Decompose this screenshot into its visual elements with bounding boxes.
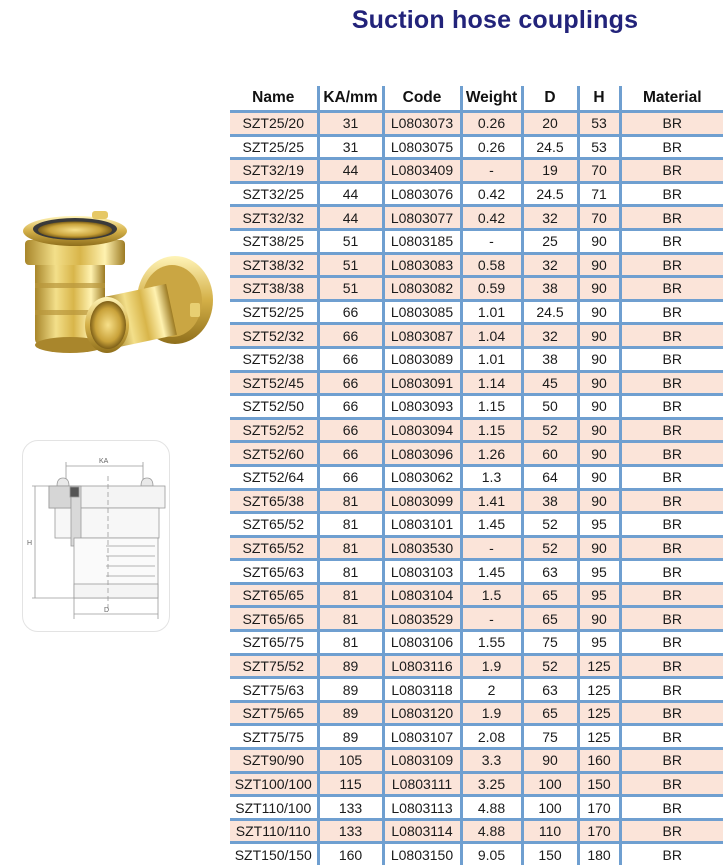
table-row bbox=[230, 489, 723, 513]
cell-d: 52 bbox=[522, 418, 578, 442]
cell-name: SZT65/75 bbox=[230, 631, 318, 655]
table-row bbox=[230, 347, 723, 371]
cell-ka: 44 bbox=[318, 182, 383, 206]
cell-ka: 115 bbox=[318, 772, 383, 796]
table-row bbox=[230, 324, 723, 348]
cell-weight: 1.01 bbox=[461, 347, 522, 371]
cell-name: SZT65/65 bbox=[230, 607, 318, 631]
cell-ka: 133 bbox=[318, 819, 383, 843]
cell-d: 38 bbox=[522, 277, 578, 301]
cell-material: BR bbox=[620, 182, 723, 206]
cell-code: L0803530 bbox=[383, 536, 461, 560]
table-body bbox=[230, 112, 723, 865]
cell-h: 170 bbox=[578, 796, 620, 820]
cell-h: 90 bbox=[578, 347, 620, 371]
cell-h: 90 bbox=[578, 607, 620, 631]
cell-weight: - bbox=[461, 229, 522, 253]
cell-weight: 1.01 bbox=[461, 300, 522, 324]
cell-ka: 66 bbox=[318, 442, 383, 466]
cell-weight: 1.26 bbox=[461, 442, 522, 466]
technical-diagram bbox=[22, 440, 170, 632]
table-row bbox=[230, 159, 723, 183]
cell-ka: 81 bbox=[318, 513, 383, 537]
table-row bbox=[230, 607, 723, 631]
cell-weight: 1.04 bbox=[461, 324, 522, 348]
cell-d: 52 bbox=[522, 536, 578, 560]
cell-name: SZT25/25 bbox=[230, 135, 318, 159]
cell-name: SZT75/75 bbox=[230, 725, 318, 749]
cell-material: BR bbox=[620, 819, 723, 843]
diagram-label-d: D bbox=[104, 607, 109, 614]
cell-weight: 0.58 bbox=[461, 253, 522, 277]
cell-d: 25 bbox=[522, 229, 578, 253]
cell-weight: 0.42 bbox=[461, 206, 522, 230]
cell-h: 95 bbox=[578, 631, 620, 655]
cell-ka: 81 bbox=[318, 607, 383, 631]
diagram-label-h: H bbox=[27, 540, 32, 547]
cell-weight: 0.26 bbox=[461, 112, 522, 136]
cell-ka: 44 bbox=[318, 206, 383, 230]
cell-h: 90 bbox=[578, 371, 620, 395]
cell-material: BR bbox=[620, 418, 723, 442]
cell-d: 63 bbox=[522, 678, 578, 702]
product-photo bbox=[0, 195, 230, 395]
cell-d: 20 bbox=[522, 112, 578, 136]
cell-d: 52 bbox=[522, 513, 578, 537]
cell-d: 100 bbox=[522, 772, 578, 796]
cell-ka: 51 bbox=[318, 229, 383, 253]
cell-h: 53 bbox=[578, 112, 620, 136]
cell-code: L0803075 bbox=[383, 135, 461, 159]
cell-h: 90 bbox=[578, 418, 620, 442]
cell-name: SZT75/52 bbox=[230, 654, 318, 678]
cell-weight: 4.88 bbox=[461, 796, 522, 820]
cell-code: L0803111 bbox=[383, 772, 461, 796]
cell-weight: 1.15 bbox=[461, 395, 522, 419]
cell-ka: 105 bbox=[318, 749, 383, 773]
table-row bbox=[230, 135, 723, 159]
cell-d: 100 bbox=[522, 796, 578, 820]
column-header-ka: KA/mm bbox=[318, 86, 383, 112]
cell-ka: 81 bbox=[318, 489, 383, 513]
cell-material: BR bbox=[620, 465, 723, 489]
cell-material: BR bbox=[620, 843, 723, 865]
cell-material: BR bbox=[620, 796, 723, 820]
cell-ka: 66 bbox=[318, 324, 383, 348]
cell-h: 53 bbox=[578, 135, 620, 159]
cell-d: 52 bbox=[522, 654, 578, 678]
table-row bbox=[230, 725, 723, 749]
cell-code: L0803109 bbox=[383, 749, 461, 773]
cell-material: BR bbox=[620, 229, 723, 253]
cell-weight: 1.9 bbox=[461, 701, 522, 725]
table-row bbox=[230, 206, 723, 230]
cell-d: 64 bbox=[522, 465, 578, 489]
cell-ka: 81 bbox=[318, 560, 383, 584]
cell-h: 125 bbox=[578, 654, 620, 678]
cell-h: 95 bbox=[578, 583, 620, 607]
cell-material: BR bbox=[620, 371, 723, 395]
cell-material: BR bbox=[620, 560, 723, 584]
cell-code: L0803529 bbox=[383, 607, 461, 631]
column-header-h: H bbox=[578, 86, 620, 112]
cell-code: L0803116 bbox=[383, 654, 461, 678]
cell-weight: 2.08 bbox=[461, 725, 522, 749]
cell-name: SZT52/45 bbox=[230, 371, 318, 395]
cell-name: SZT32/19 bbox=[230, 159, 318, 183]
cell-h: 125 bbox=[578, 701, 620, 725]
cell-h: 125 bbox=[578, 678, 620, 702]
cell-name: SZT65/52 bbox=[230, 513, 318, 537]
spec-table bbox=[230, 86, 723, 865]
cell-d: 110 bbox=[522, 819, 578, 843]
column-header-d: D bbox=[522, 86, 578, 112]
cell-weight: 1.9 bbox=[461, 654, 522, 678]
cell-d: 32 bbox=[522, 253, 578, 277]
cell-h: 90 bbox=[578, 465, 620, 489]
cell-ka: 66 bbox=[318, 347, 383, 371]
cell-d: 75 bbox=[522, 725, 578, 749]
cell-name: SZT52/64 bbox=[230, 465, 318, 489]
cell-ka: 160 bbox=[318, 843, 383, 865]
diagram-label-ka: KA bbox=[99, 458, 109, 465]
cell-ka: 66 bbox=[318, 418, 383, 442]
cell-ka: 89 bbox=[318, 678, 383, 702]
cell-material: BR bbox=[620, 324, 723, 348]
cell-material: BR bbox=[620, 300, 723, 324]
table-row bbox=[230, 819, 723, 843]
table-row bbox=[230, 229, 723, 253]
cell-code: L0803096 bbox=[383, 442, 461, 466]
cell-d: 24.5 bbox=[522, 182, 578, 206]
cell-h: 90 bbox=[578, 253, 620, 277]
cell-h: 70 bbox=[578, 206, 620, 230]
cell-name: SZT52/52 bbox=[230, 418, 318, 442]
cell-d: 65 bbox=[522, 701, 578, 725]
cell-h: 90 bbox=[578, 536, 620, 560]
cell-name: SZT52/60 bbox=[230, 442, 318, 466]
cell-ka: 133 bbox=[318, 796, 383, 820]
cell-code: L0803076 bbox=[383, 182, 461, 206]
table-row bbox=[230, 418, 723, 442]
cell-weight: 1.15 bbox=[461, 418, 522, 442]
cell-code: L0803085 bbox=[383, 300, 461, 324]
cell-name: SZT32/25 bbox=[230, 182, 318, 206]
column-header-weight: Weight bbox=[461, 86, 522, 112]
cell-weight: 2 bbox=[461, 678, 522, 702]
cell-d: 63 bbox=[522, 560, 578, 584]
cell-name: SZT32/32 bbox=[230, 206, 318, 230]
cell-code: L0803089 bbox=[383, 347, 461, 371]
table-header-row bbox=[230, 86, 723, 112]
cell-material: BR bbox=[620, 395, 723, 419]
cell-material: BR bbox=[620, 583, 723, 607]
cell-h: 95 bbox=[578, 513, 620, 537]
table-row bbox=[230, 253, 723, 277]
cell-h: 90 bbox=[578, 442, 620, 466]
cell-ka: 44 bbox=[318, 159, 383, 183]
cell-name: SZT65/52 bbox=[230, 536, 318, 560]
cell-code: L0803104 bbox=[383, 583, 461, 607]
cell-material: BR bbox=[620, 159, 723, 183]
table-row bbox=[230, 772, 723, 796]
cell-material: BR bbox=[620, 112, 723, 136]
cell-code: L0803185 bbox=[383, 229, 461, 253]
cell-ka: 31 bbox=[318, 112, 383, 136]
cell-code: L0803083 bbox=[383, 253, 461, 277]
cell-h: 70 bbox=[578, 159, 620, 183]
cell-weight: 0.59 bbox=[461, 277, 522, 301]
table-row bbox=[230, 843, 723, 865]
table-row bbox=[230, 631, 723, 655]
cell-name: SZT100/100 bbox=[230, 772, 318, 796]
cell-weight: - bbox=[461, 607, 522, 631]
cell-code: L0803118 bbox=[383, 678, 461, 702]
cell-material: BR bbox=[620, 607, 723, 631]
cell-weight: - bbox=[461, 159, 522, 183]
table-row bbox=[230, 112, 723, 136]
cell-weight: 1.5 bbox=[461, 583, 522, 607]
cell-material: BR bbox=[620, 701, 723, 725]
cell-ka: 31 bbox=[318, 135, 383, 159]
cell-name: SZT65/65 bbox=[230, 583, 318, 607]
cell-code: L0803082 bbox=[383, 277, 461, 301]
cell-name: SZT65/38 bbox=[230, 489, 318, 513]
cell-material: BR bbox=[620, 135, 723, 159]
cell-code: L0803093 bbox=[383, 395, 461, 419]
table-row bbox=[230, 583, 723, 607]
table-row bbox=[230, 465, 723, 489]
table-row bbox=[230, 536, 723, 560]
table-row bbox=[230, 701, 723, 725]
cell-material: BR bbox=[620, 536, 723, 560]
cell-weight: 0.26 bbox=[461, 135, 522, 159]
column-header-material: Material bbox=[620, 86, 723, 112]
cell-material: BR bbox=[620, 654, 723, 678]
table-row bbox=[230, 513, 723, 537]
cell-h: 90 bbox=[578, 229, 620, 253]
cell-weight: 0.42 bbox=[461, 182, 522, 206]
table-row bbox=[230, 300, 723, 324]
cell-d: 32 bbox=[522, 324, 578, 348]
cell-h: 90 bbox=[578, 277, 620, 301]
page-title: Suction hose couplings bbox=[300, 6, 690, 35]
cell-h: 95 bbox=[578, 560, 620, 584]
cell-weight: 1.45 bbox=[461, 513, 522, 537]
cell-h: 170 bbox=[578, 819, 620, 843]
coupling-cross-section-icon bbox=[23, 441, 169, 631]
cell-d: 65 bbox=[522, 583, 578, 607]
cell-ka: 81 bbox=[318, 631, 383, 655]
cell-weight: 1.41 bbox=[461, 489, 522, 513]
table-row bbox=[230, 654, 723, 678]
cell-material: BR bbox=[620, 725, 723, 749]
cell-d: 65 bbox=[522, 607, 578, 631]
cell-d: 38 bbox=[522, 347, 578, 371]
cell-name: SZT38/38 bbox=[230, 277, 318, 301]
cell-code: L0803094 bbox=[383, 418, 461, 442]
cell-ka: 66 bbox=[318, 465, 383, 489]
cell-material: BR bbox=[620, 347, 723, 371]
cell-ka: 81 bbox=[318, 536, 383, 560]
cell-d: 75 bbox=[522, 631, 578, 655]
brass-coupling-photo-icon bbox=[0, 195, 230, 395]
cell-code: L0803107 bbox=[383, 725, 461, 749]
cell-code: L0803091 bbox=[383, 371, 461, 395]
cell-name: SZT52/25 bbox=[230, 300, 318, 324]
cell-d: 45 bbox=[522, 371, 578, 395]
cell-d: 150 bbox=[522, 843, 578, 865]
cell-material: BR bbox=[620, 277, 723, 301]
cell-ka: 89 bbox=[318, 654, 383, 678]
cell-code: L0803103 bbox=[383, 560, 461, 584]
cell-material: BR bbox=[620, 442, 723, 466]
cell-material: BR bbox=[620, 631, 723, 655]
cell-material: BR bbox=[620, 749, 723, 773]
cell-material: BR bbox=[620, 489, 723, 513]
cell-material: BR bbox=[620, 678, 723, 702]
cell-material: BR bbox=[620, 772, 723, 796]
cell-material: BR bbox=[620, 513, 723, 537]
cell-name: SZT110/110 bbox=[230, 819, 318, 843]
cell-code: L0803062 bbox=[383, 465, 461, 489]
cell-d: 90 bbox=[522, 749, 578, 773]
cell-h: 160 bbox=[578, 749, 620, 773]
cell-ka: 81 bbox=[318, 583, 383, 607]
table-row bbox=[230, 749, 723, 773]
table-row bbox=[230, 371, 723, 395]
cell-name: SZT150/150 bbox=[230, 843, 318, 865]
cell-ka: 51 bbox=[318, 277, 383, 301]
cell-name: SZT90/90 bbox=[230, 749, 318, 773]
cell-name: SZT65/63 bbox=[230, 560, 318, 584]
cell-d: 38 bbox=[522, 489, 578, 513]
table-row bbox=[230, 796, 723, 820]
cell-ka: 89 bbox=[318, 725, 383, 749]
cell-d: 19 bbox=[522, 159, 578, 183]
cell-h: 90 bbox=[578, 300, 620, 324]
cell-material: BR bbox=[620, 206, 723, 230]
cell-code: L0803113 bbox=[383, 796, 461, 820]
cell-name: SZT110/100 bbox=[230, 796, 318, 820]
table-row bbox=[230, 395, 723, 419]
cell-material: BR bbox=[620, 253, 723, 277]
cell-code: L0803087 bbox=[383, 324, 461, 348]
cell-h: 125 bbox=[578, 725, 620, 749]
cell-weight: 1.3 bbox=[461, 465, 522, 489]
cell-weight: - bbox=[461, 536, 522, 560]
cell-code: L0803150 bbox=[383, 843, 461, 865]
cell-h: 90 bbox=[578, 324, 620, 348]
table-row bbox=[230, 560, 723, 584]
cell-name: SZT52/32 bbox=[230, 324, 318, 348]
cell-weight: 9.05 bbox=[461, 843, 522, 865]
table-row bbox=[230, 277, 723, 301]
cell-code: L0803077 bbox=[383, 206, 461, 230]
cell-weight: 1.14 bbox=[461, 371, 522, 395]
cell-code: L0803073 bbox=[383, 112, 461, 136]
cell-name: SZT52/38 bbox=[230, 347, 318, 371]
cell-code: L0803099 bbox=[383, 489, 461, 513]
cell-ka: 51 bbox=[318, 253, 383, 277]
cell-d: 32 bbox=[522, 206, 578, 230]
cell-h: 71 bbox=[578, 182, 620, 206]
column-header-name: Name bbox=[230, 86, 318, 112]
cell-h: 90 bbox=[578, 489, 620, 513]
cell-name: SZT38/25 bbox=[230, 229, 318, 253]
cell-h: 150 bbox=[578, 772, 620, 796]
cell-ka: 89 bbox=[318, 701, 383, 725]
cell-ka: 66 bbox=[318, 395, 383, 419]
cell-name: SZT25/20 bbox=[230, 112, 318, 136]
cell-d: 24.5 bbox=[522, 300, 578, 324]
table-row bbox=[230, 182, 723, 206]
cell-weight: 1.55 bbox=[461, 631, 522, 655]
cell-d: 60 bbox=[522, 442, 578, 466]
cell-name: SZT75/63 bbox=[230, 678, 318, 702]
cell-code: L0803101 bbox=[383, 513, 461, 537]
cell-d: 24.5 bbox=[522, 135, 578, 159]
cell-name: SZT38/32 bbox=[230, 253, 318, 277]
column-header-code: Code bbox=[383, 86, 461, 112]
cell-name: SZT52/50 bbox=[230, 395, 318, 419]
cell-d: 50 bbox=[522, 395, 578, 419]
cell-weight: 4.88 bbox=[461, 819, 522, 843]
cell-name: SZT75/65 bbox=[230, 701, 318, 725]
cell-ka: 66 bbox=[318, 300, 383, 324]
cell-code: L0803409 bbox=[383, 159, 461, 183]
cell-code: L0803114 bbox=[383, 819, 461, 843]
cell-code: L0803120 bbox=[383, 701, 461, 725]
cell-weight: 3.25 bbox=[461, 772, 522, 796]
cell-h: 90 bbox=[578, 395, 620, 419]
table-row bbox=[230, 678, 723, 702]
cell-ka: 66 bbox=[318, 371, 383, 395]
table-row bbox=[230, 442, 723, 466]
cell-h: 180 bbox=[578, 843, 620, 865]
cell-weight: 1.45 bbox=[461, 560, 522, 584]
cell-weight: 3.3 bbox=[461, 749, 522, 773]
cell-code: L0803106 bbox=[383, 631, 461, 655]
